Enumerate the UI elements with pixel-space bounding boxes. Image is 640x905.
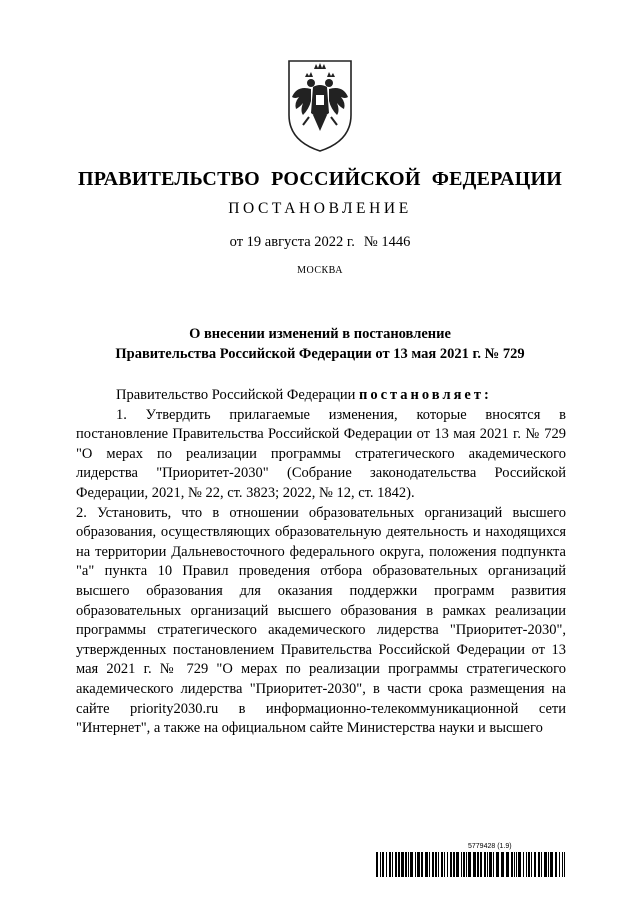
document-date: от 19 августа 2022 г. <box>229 234 355 250</box>
barcode-number: 5779428 (1.9) <box>468 843 512 850</box>
coat-of-arms-emblem <box>283 55 357 155</box>
document-city: МОСКВА <box>297 265 343 276</box>
document-body <box>76 386 566 739</box>
decree-word: постановляет: <box>358 387 492 403</box>
subject-line-1: О внесении изменений в постановление <box>189 326 451 342</box>
intro-text: Правительство Российской Федерации <box>116 387 359 403</box>
document-type: ПОСТАНОВЛЕНИЕ <box>228 200 412 217</box>
paragraph-1: 1. Утвердить прилагаемые изменения, которые вносятся в постановление Правительства Российской Федерации от 13 мая 2021 г. № 729 "О мерах по реализации программы стратегического академического лидерства "Приоритет-2030" (Собрание законодательства Российской Федерации, 2021, № 22, ст. 3823; 2022, № 12, ст. 1842). <box>76 406 566 501</box>
document-subject <box>0 324 640 364</box>
paragraph-2: 2. Установить, что в отношении образовательных организаций высшего образования, осуществляющих образовательную деятельность и находящихся на территории Дальневосточного федерального округа, положения подпункта "а" пункта 10 Правил проведения отбора образовательных организаций высшего образования для оказания поддержки программ развития образовательных организаций высшего образования в рамках реализации программы стратегического академического лидерства "Приоритет-2030", утвержденных постановлением Правительства Российской Федерации от 13 мая 2021 г. № 729 "О мерах по реализации программы стратегического академического лидерства "Приоритет-2030", в части срока размещения на сайте priority2030.ru в информационно-телекоммуникационной сети "Интернет", а также на официальном сайте Министерства науки и высшего <box>76 504 566 737</box>
subject-line-2: Правительства Российской Федерации от 13 мая 2021 г. № 729 <box>115 346 525 362</box>
intro-paragraph <box>76 386 566 406</box>
barcode-icon <box>376 852 566 877</box>
government-title: ПРАВИТЕЛЬСТВО РОССИЙСКОЙ ФЕДЕРАЦИИ <box>78 168 562 190</box>
document-date-line <box>0 234 640 251</box>
document-number: № 1446 <box>363 234 411 250</box>
